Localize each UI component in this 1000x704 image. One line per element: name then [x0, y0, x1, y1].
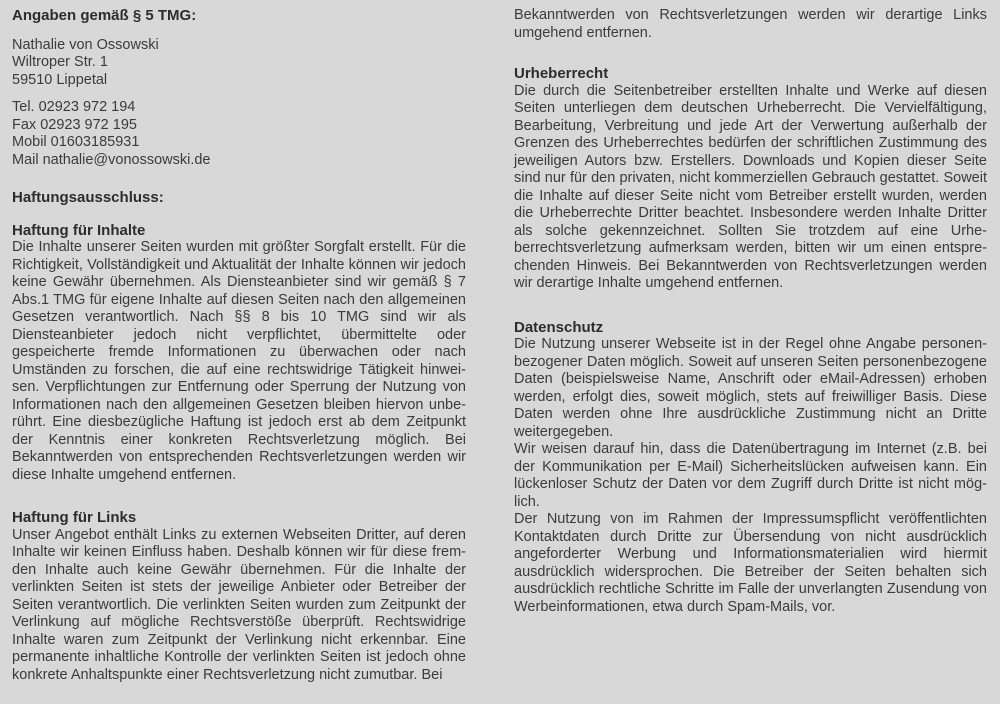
address-street: Wiltroper Str. 1 — [12, 54, 108, 70]
contact-tel: Tel. 02923 972 194 — [12, 99, 136, 115]
content-liability-heading: Haftung für Inhalte — [12, 221, 146, 239]
content-liability-paragraph: Die Inhalte unserer Seiten wurden mit größter Sorgfalt erstellt. Für die Richtigkeit, Vollständigkeit und Aktualität der Inhalte können wir jedoch keine Gewähr übernehmen. Als Diensteanbieter sind wir gemäß § 7 Abs.1 TMG für eigene Inhalte auf diesen Seiten nach den allgemeinen Gesetzen verantwortlich. Nach §§ 8 bis 10 TMG sind wir als Diensteanbieter jedoch nicht verpflichtet, übermittelte oder gespeicherte fremde Informationen zu überwachen oder nach Umständen zu forschen, die auf eine rechtswidrige Tätigkeit hinweisen. Verpflichtungen zur Entfernung oder Sperrung der Nutzung von Informationen nach den allgemeinen Gesetzen bleiben hiervon unberührt. Eine diesbezügliche Haftung ist jedoch erst ab dem Zeitpunkt der Kenntnis einer konkreten Rechtsverletzung möglich. Bei Bekanntwerden von entsprechenden Rechtsverletzungen werden wir diese Inhalte umgehend entfernen. — [12, 239, 466, 483]
privacy-heading: Datenschutz — [514, 318, 604, 336]
address-name: Nathalie von Ossowski — [12, 36, 159, 53]
right-column — [514, 7, 987, 684]
contact-mobile: Mobil 01603185931 — [12, 134, 140, 150]
links-liability-heading: Haftung für Links — [12, 509, 137, 526]
privacy-paragraph-1: Die Nutzung unserer Webseite ist in der Regel ohne Angabe personenbezogener Daten möglich. Soweit auf unseren Seiten personenbezogene Daten (beispielsweise Name, Anschrift oder eMail-Adressen) erhoben werden, erfolgt dies, soweit möglich, stets auf freiwilliger Basis. Diese Daten werden ohne Ihre ausdrückliche Zustimmung nicht an Dritte weitergegeben. — [514, 336, 987, 440]
contact-email: Mail nathalie@vonossowski.de — [12, 151, 211, 168]
copyright-heading: Urheberrecht — [514, 65, 609, 82]
address-city: 59510 Lippetal — [12, 71, 108, 88]
links-liability-continued-paragraph: Bekanntwerden von Rechtsverletzungen werden wir derartige Links umgehend entfernen. — [514, 7, 987, 41]
links-liability-paragraph: Unser Angebot enthält Links zu externen Webseiten Dritter, auf deren Inhalte wir keinen Einfluss haben. Deshalb können wir für diese fremden Inhalte auch keine Gewähr übernehmen. Für die Inhalte der verlinkten Seiten ist stets der jeweilige Anbieter oder Betreiber der Seiten verantwortlich. Die verlinkten Seiten wurden zum Zeitpunkt der Verlinkung auf mögliche Rechtsverstöße überprüft. Rechtswidrige Inhalte waren zum Zeitpunkt der Verlinkung nicht erkennbar. Eine permanente inhaltliche Kontrolle der verlinkten Seiten ist jedoch ohne konkrete Anhaltspunkte einer Rechtsverletzung nicht zumutbar. Bei — [12, 526, 466, 683]
address-block — [12, 37, 466, 90]
copyright-paragraph: Die durch die Seitenbetreiber erstellten Inhalte und Werke auf diesen Seiten unterliegen dem deutschen Urheberrecht. Die Vervielfältigung, Bearbeitung, Verbreitung und jede Art der Verwertung außerhalb der Grenzen des Urheberrechtes bedürfen der schriftlichen Zustimmung des jeweiligen Autors bzw. Erstellers. Downloads und Kopien dieser Seite sind nur für den privaten, nicht kommerziellen Gebrauch gestattet. Soweit die Inhalte auf dieser Seite nicht vom Betreiber erstellt wurden, werden die Urheberrechte Dritter beachtet. Insbesondere werden Inhalte Dritter als solche gekennzeichnet. Sollten Sie trotzdem auf eine Urheberrechtsverletzung aufmerksam werden, bitten wir um einen entsprechenden Hinweis. Bei Bekanntwerden von Rechtsverletzungen werden wir derartige Inhalte umgehend entfernen. — [514, 82, 987, 291]
column-gap — [466, 7, 514, 684]
privacy-paragraph-3: Der Nutzung von im Rahmen der Impressumspflicht veröffentlichten Kontaktdaten durch Dritte zur Übersendung von nicht ausdrücklich angeforderter Werbung und Informationsmaterialien wird hiermit ausdrücklich widersprochen. Die Betreiber der Seiten behalten sich ausdrücklich rechtliche Schritte im Falle der unverlangten Zusendung von Werbeinformationen, etwa durch Spam-Mails, vor. — [514, 511, 987, 615]
left-column — [12, 7, 466, 684]
contact-fax: Fax 02923 972 195 — [12, 116, 137, 133]
contact-block — [12, 99, 466, 169]
disclaimer-heading: Haftungsausschluss: — [12, 189, 164, 206]
privacy-paragraph-2: Wir weisen darauf hin, dass die Datenübertragung im Internet (z.B. bei der Kommunikation per E-Mail) Sicherheitslücken aufweisen kann. Ein lückenloser Schutz der Daten vor dem Zugriff durch Dritte ist nicht möglich. — [514, 441, 987, 510]
tmg-heading: Angaben gemäß § 5 TMG: — [12, 7, 197, 24]
